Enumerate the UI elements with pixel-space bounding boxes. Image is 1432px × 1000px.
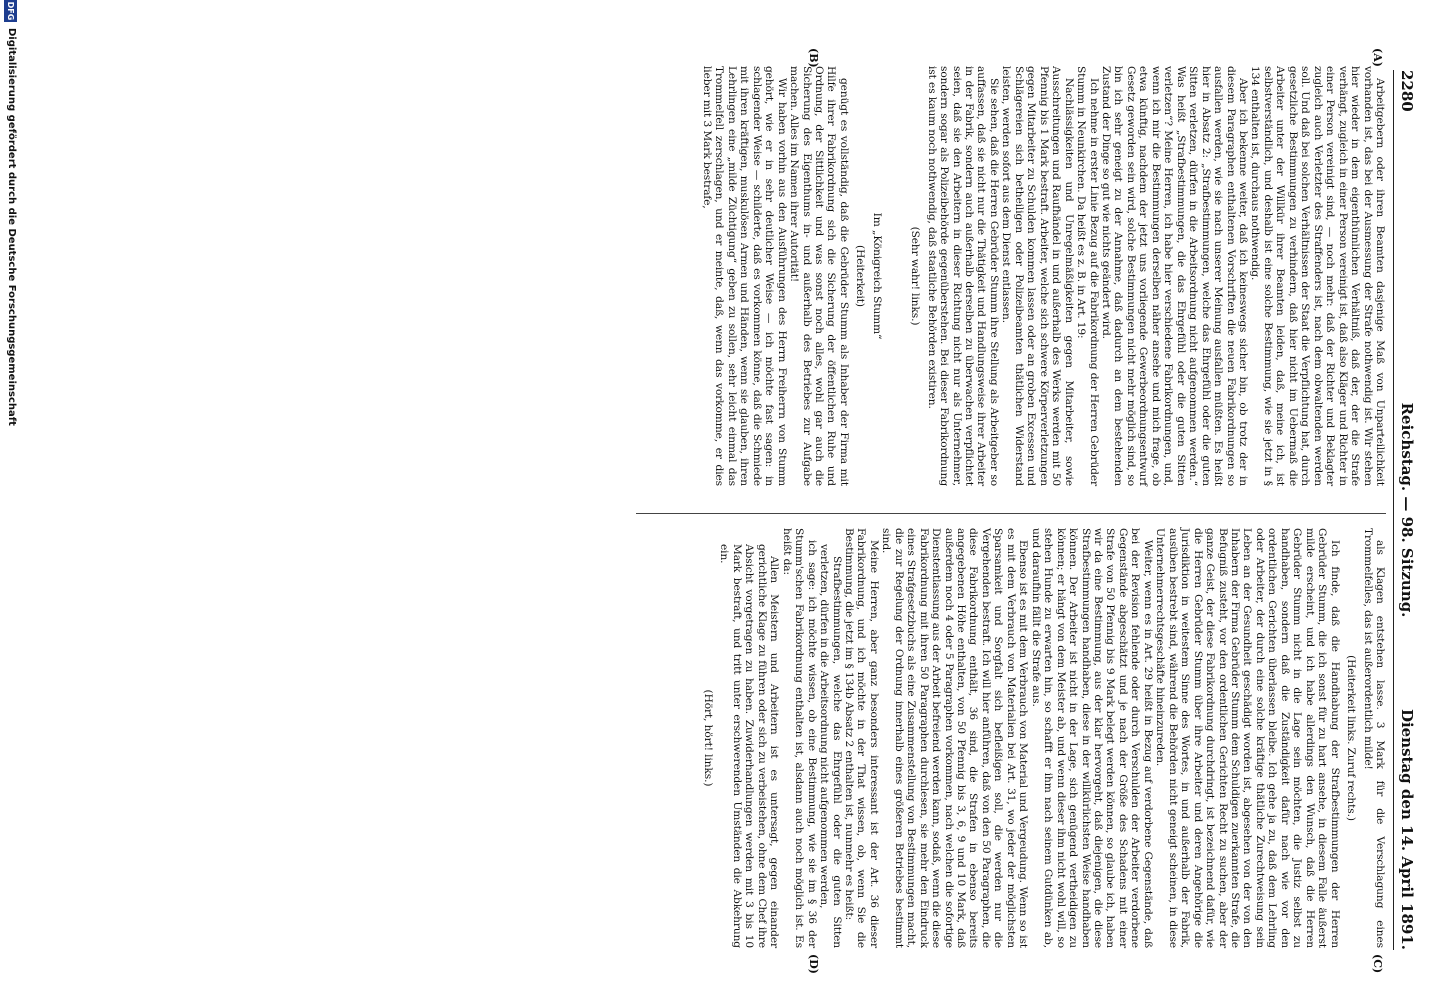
paragraph: als Klagen entstehen lasse. 3 Mark für die Verschlagung eines Trommelfelles, das ist außerordentlich milde! — [1361, 528, 1386, 948]
section-heading: Im „Königreich Stumm“ — [870, 212, 883, 340]
paragraph: Aber ich bekenne weiter, daß ich keineswegs sicher bin, ob trotz der in diesem Paragraphen enthaltenen Vorschriften die neuen Fabrikordnungen so ausfallen werden, wie sie nach unserer Meinung ausfallen müßten. Es heißt hier in Absatz 2: „Strafbestimmungen, welche das Ehrgefühl oder die guten Sitten verletzen, dürfen in die Arbeitsordnung nicht aufgenommen werden.“ Was heißt „Strafbestimmungen, die das Ehrgefühl oder die guten Sitten verletzen“? Meine Herren, ich habe hier verschiedene Fabrikordnungen, und, wenn ich mir die Bestimmungen derselben näher ansehe und mich frage, ob etwa künftig, nachdem der jetzt uns vorliegende Gewerbeordnungsentwurf Gesetz geworden sein wird, solche Bestimmungen nicht mehr möglich sind, so bin ich sehr geneigt zu der Annahme, daß dadurch an dem bestehenden Zustand der Dinge so gut wie nichts geändert wird. — [1100, 66, 1250, 486]
margin-marker-c: (C) — [1371, 954, 1384, 974]
paragraph: Weiter, wenn es in Art. 29 heißt in Bezug auf verdorbene Gegenstände, daß bei der Revision fehlende oder durch Verschulden der Arbeiter verdorbene Gegenstände abgeschätzt und je nach der Größe des Schadens mit einer Strafe von 50 Pfennig bis 9 Mark belegt werden können, so glaube ich, haben wir da eine Bestimmung, aus der klar hervorgeht, daß diejenigen, die diese Strafbestimmungen handhaben, diese in der willkürlichsten Weise handhaben können. Der Arbeiter ist nicht in der Lage, sich genügend vertheidigen zu können; er hängt von dem Meister ab, und wenn dieser ihm nicht wohl will, so stehen Hunde zu erwarten hin, so schafft er ihm nach seinem Gutdünken ab, und daraufhin fällt die Strafe aus. — [1029, 528, 1154, 948]
paragraph: ich sage: ich möchte wissen, ob eine Bestimmung, wie sie im § 36 der Stumm'schen Fabrikordnung enthalten ist, alsdann auch noch möglich ist. Es heißt da: — [780, 528, 818, 948]
paragraph: Wir haben vorhin aus den Ausführungen des Herrn Freiherrn von Stumm gehört, wie er in sehr deutlicher Weise — ich möchte fast sagen: in schlagender Weise — schilderte, daß es vorkommen könne, daß die Schmiede mit ihren kräftigen, muskulösen Armen und Händen, wenn sie glauben, ihren Lehrlingen eine „milde Züchtigung“ geben zu sollen, sehr leicht einmal das Trommelfell zerschlagen, und er meinte, daß, wenn das vorkomme, er dies lieber mit 3 Mark bestrafe, — [700, 66, 788, 486]
interjection: (Heiterkeit) — [854, 245, 867, 307]
margin-marker-d: (D) — [807, 954, 820, 974]
paragraph: Meine Herren, aber ganz besonders interessant ist der Art. 36 dieser Fabrikordnung, und ich möchte in der That wissen, ob, wenn Sie die Bestimmung, die jetzt im § 134b Absatz 2 enthalten ist, nunmehr es heißt: — [842, 528, 880, 948]
interjection: (Hört, hört! links.) — [701, 689, 714, 787]
quoted-article: Nachlässigkeiten und Unregelmäßigkeiten gegen Mitarbeiter, sowie Ausschreitungen und Raufhändel in und außerhalb des Werks werden mit 50 Pfennig bis 1 Mark bestraft. Arbeiter, welche sich schwere Körperverletzungen gegen Mitarbeiter zu Schulden kommen lassen oder an groben Excessen und Schlägereien sich betheiligen oder Polizeibeamten thätlichen Widerstand leisten, werden sofort aus dem Dienst entlassen. — [1000, 66, 1075, 486]
session-title: Reichstag. — 98. Sitzung. — [1398, 402, 1416, 618]
interjection: (Heiterkeit links. Zuruf rechts.) — [1345, 655, 1358, 821]
right-column — [698, 528, 1386, 948]
interjection: (Sehr wahr! links.) — [909, 226, 922, 326]
paragraph: Arbeitgebern oder ihren Beamten dasjenige Maß von Unparteilichkeit vorhanden ist, das bei der Ausmessung der Strafe nothwendig ist. Wir stehen hier wieder in dem eigenthümlichen Verhältniß, daß der, der die Strafe verhängt, zugleich in einer Person vereinigt ist, daß also Kläger und Richter in einer Person vereinigt sind, — noch mehr: daß der Richter und Beklagter zugleich auch Verletzter des Straffenders ist, nach dem obwaltenden werden soll. Und daß bei solchen Verhältnissen der Staat die Verpflichtung hat, durch gesetzliche Bestimmungen zu verhindern, daß hier nicht im Uebermaß die Arbeiter unter der Willkür ihrer Beamten leiden, daß, meine ich, ist selbstverständlich, und deshalb ist eine solche Bestimmung, wie sie jetzt in § 134 enthalten ist, durchaus nothwendig. — [1249, 66, 1386, 486]
block-quote: Strafbestimmungen, welche das Ehrgefühl oder die guten Sitten verletzen, dürfen in die Arbeitsordnung nicht aufgenommen werden, — [818, 544, 843, 948]
page-header — [1393, 70, 1420, 950]
paragraph: Sie sehen, daß die Herren Gebrüder Stumm ihre Stellung als Arbeitgeber so auffassen, daß sie nicht nur die Thätigkeit und Handlungsweise ihrer Arbeiter in der Fabrik, sondern auch außerhalb derselben zu überwachen verpflichtet seien, daß sie den Arbeitern in dieser Richtung nicht nur als Unternehmer, sondern sogar als Polizeibehörde gegenüberstehen. Bei dieser Fabrikordnung ist es kaum noch nothwendig, daß staatliche Behörden existiren. — [925, 66, 1000, 486]
paragraph: Ebenso ist es mit dem Verbrauch von Material und Vergeudung. Wenn so ist es mit dem Verbrauch von Materialien bei Art. 31, wo jeder der möglichsten Sparsamkeit und Sorgfalt sich befleißigen soll, die werden nur die Vergehenden bestraft. Ich will hier anführen, daß von den 50 Paragraphen, die diese Fabrikordnung enthält, 36 sind, die Strafen in ebenso bereits angegebenen Höhe enthalten, von 50 Pfennig bis 3, 6, 9 und 10 Mark, daß außerdem noch 4 oder 5 Paragraphen vorkommen, nach welchen die sofortige Dienstentlassung aus der Arbeit befreiend werden kann, sodaß, wenn die diese Fabrikordnung mit ihren 50 Paragraphen durchlesen, sie mehr den Eindruck eines Strafgesetzbuchs als eine Zusammenstellung von Bestimmungen macht, die zur Regelung der Ordnung innerhalb eines größeren Betriebes bestimmt sind. — [880, 528, 1030, 948]
paragraph: Ich nehme in erster Linie Bezug auf die Fabrikordnung der Herren Gebrüder Stumm in Neunkirchen. Da heißt es z. B. in Art. 19: — [1075, 66, 1100, 486]
dfg-logo: DFG — [6, 1, 15, 21]
block-quote: Allen Meistern und Arbeitern ist es untersagt, gegen einander gerichtliche Klage zu führen oder sich zu verbeistehen, ohne dem Chef ihre Absicht vorgetragen zu haben. Zuwiderhandlungen werden mit 3 bis 10 Mark bestraft, und tritt unter erschwerenden Umständen die Abkehrung ein. — [718, 544, 781, 948]
session-date: Dienstag den 14. April 1891. — [1398, 708, 1416, 950]
digitization-footer — [0, 0, 20, 1000]
funding-note: Digitalisierung gefördert durch die Deutsche Forschungsgemeinschaft — [6, 28, 17, 426]
paragraph: Ich finde, daß die Handhabung der Strafbestimmungen der Herren Gebrüder Stumm, die ich sonst für zu hart ansehe, in diesem Falle äußerst milde erscheint, und ich habe allerdings den Wunsch, daß die Herren Gebrüder Stumm nicht in die Lage sein möchten, die Justiz selbst zu handhaben, sondern daß die Zuständigkeit dafür nach wie vor den ordentlichen Gerichten überlassen bleibe. Ich gehe ja zu, daß dem Lehrling oder Arbeiter, der durch eine solche kräftige thätliche Zurechtweisung sein Leben an der Gesundheit geschädigt worden ist, abgesehen von der von den Inhabern der Firma Gebrüder Stumm dem Schuldigen zuerkannten Strafe, die Befugniß zusteht, vor den ordentlichen Gerichten Recht zu suchen, aber der ganze Geist, der diese Fabrikordnung durchdringt, ist bezeichnend dafür, wie die Herren Gebrüder Stumm über ihre Arbeiter und deren Angehörige die Jurisdiktion in weitestem Sinne des Wortes, in und außerhalb der Fabrik, ausüben bestrebt sind, während die Behörden nicht geneigt scheinen, in diese Unternehmerrechtsgeschäfte hineinzureden. — [1154, 528, 1341, 948]
column-divider — [636, 513, 1386, 514]
left-column — [700, 66, 1386, 486]
page-number: 2280 — [1398, 70, 1416, 112]
margin-marker-b: (B) — [807, 48, 820, 68]
paragraph: genügt es vollständig, daß die Gebrüder Stumm als Inhaber der Firma mit Hilfe ihrer Fabrikordnung sich die Sicherung der öffentlichen Ruhe und Ordnung, der Sittlichkeit und was sonst noch alles, wohl gar auch die Sicherung des Eigenthums in- und außerhalb des Betriebes zur Aufgabe machen. Alles im Namen ihrer Autorität! — [788, 66, 850, 486]
margin-marker-a: (A) — [1371, 48, 1384, 67]
